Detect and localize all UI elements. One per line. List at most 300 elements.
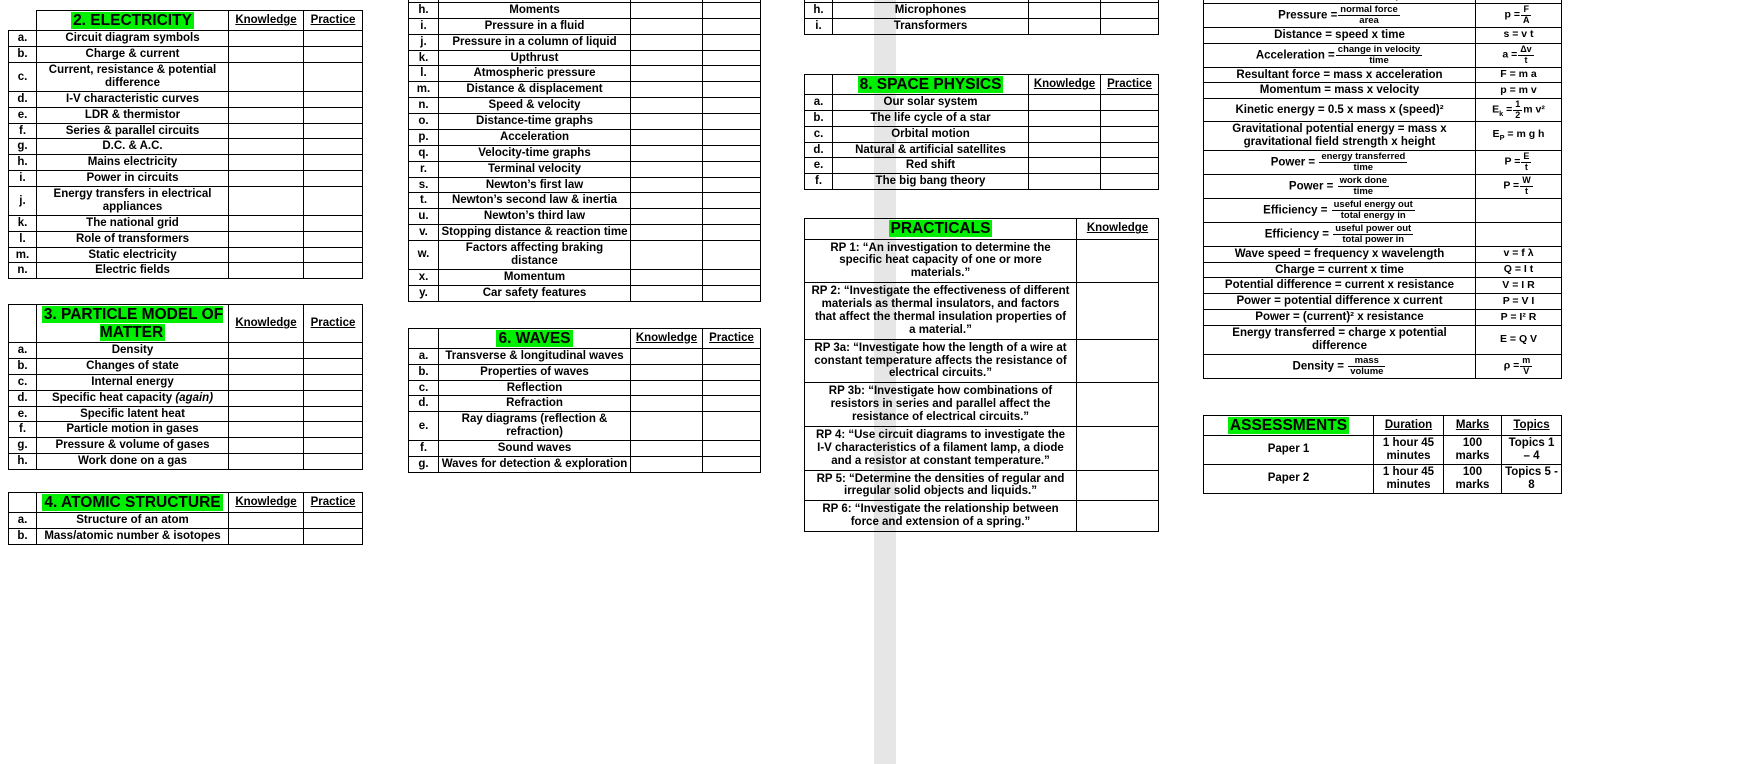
- row-letter: q.: [409, 145, 439, 161]
- row-letter: g.: [409, 456, 439, 472]
- row-letter: r.: [409, 161, 439, 177]
- row-letter: d.: [9, 390, 37, 406]
- table-row: [9, 155, 363, 171]
- col-header-knowledge: Knowledge: [1029, 74, 1101, 94]
- practice-checkbox-cell[interactable]: [304, 63, 363, 92]
- practice-checkbox-cell[interactable]: [304, 454, 363, 470]
- practice-checkbox-cell[interactable]: [304, 187, 363, 216]
- equation-row-power-vi: [1204, 294, 1562, 310]
- table-row: [805, 174, 1159, 190]
- practice-checkbox-cell[interactable]: [304, 31, 363, 47]
- symbol-lhs: P =: [1503, 180, 1520, 193]
- row-letter: i.: [805, 18, 833, 34]
- equation-words: [1204, 198, 1476, 222]
- section-title-atomic-structure: [37, 493, 229, 513]
- corner-cell: [805, 74, 833, 94]
- knowledge-checkbox-cell[interactable]: [631, 18, 703, 34]
- row-topic: Velocity-time graphs: [439, 145, 631, 161]
- knowledge-checkbox-cell[interactable]: [1077, 470, 1159, 501]
- table-row: [9, 63, 363, 92]
- practice-checkbox-cell[interactable]: [703, 269, 761, 285]
- row-letter: b.: [9, 529, 37, 545]
- equation-row-efficiency-energy: [1204, 198, 1562, 222]
- knowledge-checkbox-cell[interactable]: [229, 231, 304, 247]
- table-header-row: [9, 11, 363, 31]
- knowledge-checkbox-cell[interactable]: [631, 380, 703, 396]
- equation-words: Resultant force = mass x acceleration: [1204, 67, 1476, 83]
- fraction-numerator: Δv: [1520, 44, 1532, 55]
- row-topic: Upthrust: [439, 50, 631, 66]
- row-letter: d.: [9, 91, 37, 107]
- practice-checkbox-cell[interactable]: [703, 348, 761, 364]
- practice-checkbox-cell[interactable]: [304, 123, 363, 139]
- knowledge-checkbox-cell[interactable]: [229, 215, 304, 231]
- equation-symbol: [1476, 3, 1562, 27]
- knowledge-checkbox-cell[interactable]: [631, 396, 703, 412]
- practice-checkbox-cell[interactable]: [1101, 2, 1159, 18]
- knowledge-checkbox-cell[interactable]: [631, 209, 703, 225]
- row-letter: i.: [409, 18, 439, 34]
- knowledge-checkbox-cell[interactable]: [1077, 501, 1159, 532]
- knowledge-checkbox-cell[interactable]: [1029, 126, 1101, 142]
- table-row: [805, 94, 1159, 110]
- practice-checkbox-cell[interactable]: [304, 247, 363, 263]
- knowledge-checkbox-cell[interactable]: [631, 98, 703, 114]
- row-letter: h.: [409, 2, 439, 18]
- row-topic: The big bang theory: [833, 174, 1029, 190]
- practice-checkbox-cell[interactable]: [304, 107, 363, 123]
- table-electricity: [8, 10, 363, 279]
- corner-cell: [9, 11, 37, 31]
- knowledge-checkbox-cell[interactable]: [1029, 18, 1101, 34]
- row-topic: Terminal velocity: [439, 161, 631, 177]
- knowledge-checkbox-cell[interactable]: [229, 263, 304, 279]
- fraction-numerator: normal force: [1340, 3, 1398, 15]
- practice-checkbox-cell[interactable]: [703, 18, 761, 34]
- knowledge-checkbox-cell[interactable]: [229, 374, 304, 390]
- row-letter: l.: [9, 231, 37, 247]
- row-letter: c.: [9, 374, 37, 390]
- knowledge-checkbox-cell[interactable]: [229, 390, 304, 406]
- practice-checkbox-cell[interactable]: [304, 139, 363, 155]
- row-letter: f.: [409, 441, 439, 457]
- row-letter: e.: [409, 412, 439, 441]
- fraction-numerator: useful energy out: [1333, 198, 1413, 210]
- section-title-assessments: [1204, 415, 1374, 435]
- knowledge-checkbox-cell[interactable]: [229, 107, 304, 123]
- table-row: [9, 374, 363, 390]
- knowledge-checkbox-cell[interactable]: [229, 171, 304, 187]
- equation-lhs: Power =: [1270, 156, 1316, 169]
- knowledge-checkbox-cell[interactable]: [1077, 383, 1159, 427]
- practice-checkbox-cell[interactable]: [304, 343, 363, 359]
- row-letter: w.: [409, 241, 439, 270]
- row-topic: Our solar system: [833, 94, 1029, 110]
- column-2: [408, 0, 768, 473]
- knowledge-checkbox-cell[interactable]: [229, 358, 304, 374]
- equation-words: Wave speed = frequency x wavelength: [1204, 246, 1476, 262]
- row-letter: f.: [9, 422, 37, 438]
- knowledge-checkbox-cell[interactable]: [631, 145, 703, 161]
- equation-symbol: [1476, 122, 1562, 151]
- col-header-practice: Practice: [304, 305, 363, 343]
- knowledge-checkbox-cell[interactable]: [1029, 142, 1101, 158]
- row-topic: Distance-time graphs: [439, 114, 631, 130]
- equation-symbol: [1476, 198, 1562, 222]
- knowledge-checkbox-cell[interactable]: [631, 269, 703, 285]
- practice-checkbox-cell[interactable]: [703, 177, 761, 193]
- equation-symbol: P = I² R: [1476, 310, 1562, 326]
- practice-checkbox-cell[interactable]: [703, 241, 761, 270]
- equation-words: Charge = current x time: [1204, 262, 1476, 278]
- knowledge-checkbox-cell[interactable]: [229, 139, 304, 155]
- row-topic: Density: [37, 343, 229, 359]
- fraction-numerator: W: [1522, 175, 1531, 186]
- symbol-subscript: P: [1499, 133, 1505, 143]
- symbol-lhs: E: [1492, 103, 1500, 116]
- practice-checkbox-cell[interactable]: [304, 155, 363, 171]
- equation-row-energy-qv: [1204, 326, 1562, 355]
- row-letter: e.: [9, 107, 37, 123]
- practical-text: RP 5: “Determine the densities of regular and irregular solid objects and liquids.”: [805, 470, 1077, 501]
- practical-text: RP 3b: “Investigate how combinations of resistors in series and parallel affect the resistance of electrical circuits.”: [805, 383, 1077, 427]
- table-row: [805, 383, 1159, 427]
- row-letter: i.: [9, 171, 37, 187]
- practice-checkbox-cell[interactable]: [703, 145, 761, 161]
- fraction-denominator: A: [1522, 14, 1530, 25]
- col-header-practice: Practice: [703, 328, 761, 348]
- table-header-row: [805, 219, 1159, 239]
- practice-checkbox-cell[interactable]: [703, 209, 761, 225]
- row-letter: a.: [805, 94, 833, 110]
- knowledge-checkbox-cell[interactable]: [229, 529, 304, 545]
- row-topic: Sound waves: [439, 441, 631, 457]
- equation-symbol: [1476, 150, 1562, 174]
- practice-checkbox-cell[interactable]: [1101, 94, 1159, 110]
- practice-checkbox-cell[interactable]: [703, 380, 761, 396]
- row-topic: Pressure in a fluid: [439, 18, 631, 34]
- col-header-marks: Marks: [1444, 415, 1502, 435]
- row-letter: x.: [409, 269, 439, 285]
- fraction: [1333, 224, 1413, 245]
- knowledge-checkbox-cell[interactable]: [229, 422, 304, 438]
- row-letter: b.: [805, 110, 833, 126]
- row-letter: b.: [409, 364, 439, 380]
- row-topic: Energy transfers in electrical appliances: [37, 187, 229, 216]
- equation-row-wave-speed: [1204, 246, 1562, 262]
- col-header-knowledge: Knowledge: [229, 305, 304, 343]
- row-topic: Orbital motion: [833, 126, 1029, 142]
- row-topic: Car safety features: [439, 285, 631, 301]
- symbol-rhs: = m g h: [1507, 128, 1545, 141]
- symbol-lhs: P =: [1504, 156, 1521, 169]
- column-4: [1203, 0, 1568, 494]
- knowledge-checkbox-cell[interactable]: [631, 50, 703, 66]
- section-spacer: [408, 302, 768, 328]
- table-row: [409, 82, 761, 98]
- practice-checkbox-cell[interactable]: [703, 412, 761, 441]
- table-row: [409, 161, 761, 177]
- table-assessments: [1203, 415, 1562, 494]
- knowledge-checkbox-cell[interactable]: [631, 285, 703, 301]
- practice-checkbox-cell[interactable]: [304, 406, 363, 422]
- knowledge-checkbox-cell[interactable]: [1029, 110, 1101, 126]
- table-practicals: [804, 218, 1159, 532]
- row-topic: Series & parallel circuits: [37, 123, 229, 139]
- practice-checkbox-cell[interactable]: [304, 390, 363, 406]
- symbol-equals: =: [1506, 103, 1513, 116]
- table-row: [9, 358, 363, 374]
- practice-checkbox-cell[interactable]: [703, 225, 761, 241]
- practice-checkbox-cell[interactable]: [703, 396, 761, 412]
- table-row: [409, 412, 761, 441]
- table-row: [805, 339, 1159, 383]
- knowledge-checkbox-cell[interactable]: [631, 2, 703, 18]
- table-row: [409, 98, 761, 114]
- corner-cell: [9, 493, 37, 513]
- row-topic: Mains electricity: [37, 155, 229, 171]
- knowledge-checkbox-cell[interactable]: [631, 34, 703, 50]
- practice-checkbox-cell[interactable]: [1101, 126, 1159, 142]
- knowledge-checkbox-cell[interactable]: [229, 155, 304, 171]
- fraction-denominator: total power in: [1342, 233, 1405, 245]
- equation-row-kinetic-energy: [1204, 99, 1562, 122]
- table-row: [409, 34, 761, 50]
- row-topic: Changes of state: [37, 358, 229, 374]
- fraction-denominator: area: [1359, 14, 1379, 26]
- table-row: [9, 107, 363, 123]
- practical-text: RP 3a: “Investigate how the length of a wire at constant temperature affects the resistance of electrical circuits.”: [805, 339, 1077, 383]
- table-row: [9, 343, 363, 359]
- row-letter: c.: [805, 126, 833, 142]
- fraction: [1336, 45, 1422, 66]
- knowledge-checkbox-cell[interactable]: [631, 348, 703, 364]
- table-row: [409, 456, 761, 472]
- row-topic: Specific heat capacity (again): [37, 390, 229, 406]
- knowledge-checkbox-cell[interactable]: [631, 161, 703, 177]
- practice-checkbox-cell[interactable]: [304, 263, 363, 279]
- practice-checkbox-cell[interactable]: [1101, 174, 1159, 190]
- practice-checkbox-cell[interactable]: [703, 285, 761, 301]
- row-topic: Internal energy: [37, 374, 229, 390]
- col-header-duration: Duration: [1374, 415, 1444, 435]
- table-row: [409, 193, 761, 209]
- paper-topics: Topics 1 – 4: [1502, 436, 1562, 465]
- table-row: [409, 145, 761, 161]
- practice-checkbox-cell[interactable]: [304, 422, 363, 438]
- knowledge-checkbox-cell[interactable]: [631, 456, 703, 472]
- row-topic: Work done on a gas: [37, 454, 229, 470]
- practical-text: RP 6: “Investigate the relationship between force and extension of a spring.”: [805, 501, 1077, 532]
- knowledge-checkbox-cell[interactable]: [631, 66, 703, 82]
- row-topic: Newton’s third law: [439, 209, 631, 225]
- practice-checkbox-cell[interactable]: [304, 171, 363, 187]
- practice-checkbox-cell[interactable]: [703, 2, 761, 18]
- knowledge-checkbox-cell[interactable]: [1077, 339, 1159, 383]
- equation-lhs: Efficiency =: [1264, 228, 1330, 241]
- fraction: [1521, 152, 1531, 172]
- table-row: [409, 441, 761, 457]
- fraction: [1513, 100, 1522, 120]
- row-letter: n.: [409, 98, 439, 114]
- equation-words: Gravitational potential energy = mass x gravitational field strength x height: [1204, 122, 1476, 151]
- practice-checkbox-cell[interactable]: [703, 50, 761, 66]
- practice-checkbox-cell[interactable]: [304, 529, 363, 545]
- col-header-knowledge: Knowledge: [1077, 219, 1159, 239]
- practice-checkbox-cell[interactable]: [1101, 110, 1159, 126]
- practice-checkbox-cell[interactable]: [1101, 142, 1159, 158]
- row-letter: h.: [9, 454, 37, 470]
- table-row: [9, 529, 363, 545]
- practice-checkbox-cell[interactable]: [703, 114, 761, 130]
- knowledge-checkbox-cell[interactable]: [631, 129, 703, 145]
- knowledge-checkbox-cell[interactable]: [229, 123, 304, 139]
- practice-checkbox-cell[interactable]: [304, 358, 363, 374]
- fraction-numerator: E: [1523, 151, 1530, 162]
- practice-checkbox-cell[interactable]: [703, 441, 761, 457]
- knowledge-checkbox-cell[interactable]: [1029, 158, 1101, 174]
- knowledge-checkbox-cell[interactable]: [229, 47, 304, 63]
- practice-checkbox-cell[interactable]: [1101, 18, 1159, 34]
- table-row: [9, 31, 363, 47]
- knowledge-checkbox-cell[interactable]: [631, 114, 703, 130]
- table-header-row: [805, 74, 1159, 94]
- fraction-denominator: time: [1369, 54, 1389, 66]
- fraction-numerator: change in velocity: [1337, 43, 1421, 55]
- section-title-highlight: 3. PARTICLE MODEL OF MATTER: [43, 306, 224, 341]
- knowledge-checkbox-cell[interactable]: [631, 177, 703, 193]
- row-topic: Waves for detection & exploration: [439, 456, 631, 472]
- knowledge-checkbox-cell[interactable]: [1029, 94, 1101, 110]
- col-header-practice: Practice: [304, 493, 363, 513]
- knowledge-checkbox-cell[interactable]: [229, 406, 304, 422]
- practice-checkbox-cell[interactable]: [703, 82, 761, 98]
- section-title-electricity: [37, 11, 229, 31]
- knowledge-checkbox-cell[interactable]: [229, 513, 304, 529]
- practice-checkbox-cell[interactable]: [304, 438, 363, 454]
- row-topic: Specific latent heat: [37, 406, 229, 422]
- table-row: [409, 18, 761, 34]
- table-row: [9, 438, 363, 454]
- table-row: [409, 225, 761, 241]
- section-spacer: [804, 35, 1162, 74]
- knowledge-checkbox-cell[interactable]: [1029, 2, 1101, 18]
- practice-checkbox-cell[interactable]: [304, 231, 363, 247]
- paper-name: Paper 2: [1204, 464, 1374, 493]
- row-topic: Mass/atomic number & isotopes: [37, 529, 229, 545]
- fraction-denominator: V: [1523, 365, 1530, 376]
- symbol-rhs: m v²: [1523, 103, 1545, 116]
- fraction-numerator: useful power out: [1335, 222, 1412, 234]
- row-topic: Pressure & volume of gases: [37, 438, 229, 454]
- knowledge-checkbox-cell[interactable]: [229, 31, 304, 47]
- practice-checkbox-cell[interactable]: [304, 91, 363, 107]
- table-row: [805, 239, 1159, 283]
- practice-checkbox-cell[interactable]: [304, 215, 363, 231]
- table-row: [805, 426, 1159, 470]
- fraction-denominator: time: [1353, 185, 1374, 197]
- practice-checkbox-cell[interactable]: [703, 193, 761, 209]
- practice-checkbox-cell[interactable]: [703, 129, 761, 145]
- practice-checkbox-cell[interactable]: [703, 364, 761, 380]
- knowledge-checkbox-cell[interactable]: [229, 343, 304, 359]
- col-header-knowledge: Knowledge: [631, 328, 703, 348]
- row-letter: m.: [9, 247, 37, 263]
- practice-checkbox-cell[interactable]: [304, 47, 363, 63]
- fraction-numerator: m: [1522, 355, 1531, 366]
- practice-checkbox-cell[interactable]: [703, 66, 761, 82]
- knowledge-checkbox-cell[interactable]: [631, 193, 703, 209]
- row-letter: c.: [9, 63, 37, 92]
- knowledge-checkbox-cell[interactable]: [631, 82, 703, 98]
- section-title-particle-model: [37, 305, 229, 343]
- knowledge-checkbox-cell[interactable]: [631, 364, 703, 380]
- row-letter: y.: [409, 285, 439, 301]
- equation-words: Distance = speed x time: [1204, 27, 1476, 43]
- row-topic: Transformers: [833, 18, 1029, 34]
- knowledge-checkbox-cell[interactable]: [229, 454, 304, 470]
- knowledge-checkbox-cell[interactable]: [631, 225, 703, 241]
- row-letter: u.: [409, 209, 439, 225]
- row-letter: e.: [805, 158, 833, 174]
- table-row: [409, 66, 761, 82]
- knowledge-checkbox-cell[interactable]: [631, 412, 703, 441]
- knowledge-checkbox-cell[interactable]: [1077, 239, 1159, 283]
- equation-row-density: [1204, 354, 1562, 378]
- row-letter: j.: [409, 34, 439, 50]
- practice-checkbox-cell[interactable]: [1101, 158, 1159, 174]
- table-space-physics: [804, 74, 1159, 191]
- paper-duration: 1 hour 45 minutes: [1374, 464, 1444, 493]
- section-title-highlight: PRACTICALS: [890, 220, 991, 238]
- row-letter: a.: [9, 31, 37, 47]
- equation-lhs: Efficiency =: [1263, 204, 1328, 217]
- row-letter: k.: [409, 50, 439, 66]
- row-topic: Current, resistance & potential difference: [37, 63, 229, 92]
- knowledge-checkbox-cell[interactable]: [229, 91, 304, 107]
- table-row: [9, 47, 363, 63]
- knowledge-checkbox-cell[interactable]: [631, 241, 703, 270]
- table-row: [9, 406, 363, 422]
- fraction-numerator: work done: [1339, 174, 1388, 186]
- knowledge-checkbox-cell[interactable]: [229, 187, 304, 216]
- knowledge-checkbox-cell[interactable]: [1077, 283, 1159, 340]
- paper-duration: 1 hour 45 minutes: [1374, 436, 1444, 465]
- practice-checkbox-cell[interactable]: [703, 456, 761, 472]
- row-letter: g.: [9, 438, 37, 454]
- paper-topics: Topics 5 - 8: [1502, 464, 1562, 493]
- practice-checkbox-cell[interactable]: [304, 513, 363, 529]
- knowledge-checkbox-cell[interactable]: [1077, 426, 1159, 470]
- knowledge-checkbox-cell[interactable]: [1029, 174, 1101, 190]
- row-topic: The life cycle of a star: [833, 110, 1029, 126]
- practice-checkbox-cell[interactable]: [304, 374, 363, 390]
- knowledge-checkbox-cell[interactable]: [631, 441, 703, 457]
- practice-checkbox-cell[interactable]: [703, 161, 761, 177]
- fraction-denominator: 2: [1515, 109, 1521, 120]
- practice-checkbox-cell[interactable]: [703, 98, 761, 114]
- section-title-highlight: 6. WAVES: [498, 329, 571, 347]
- corner-cell: [409, 328, 439, 348]
- equation-words: [1204, 43, 1476, 67]
- knowledge-checkbox-cell[interactable]: [229, 247, 304, 263]
- knowledge-checkbox-cell[interactable]: [229, 438, 304, 454]
- knowledge-checkbox-cell[interactable]: [229, 63, 304, 92]
- equation-symbol: s = v t: [1476, 27, 1562, 43]
- fraction: [1338, 176, 1390, 197]
- table-atomic-structure: [8, 492, 363, 545]
- practice-checkbox-cell[interactable]: [703, 34, 761, 50]
